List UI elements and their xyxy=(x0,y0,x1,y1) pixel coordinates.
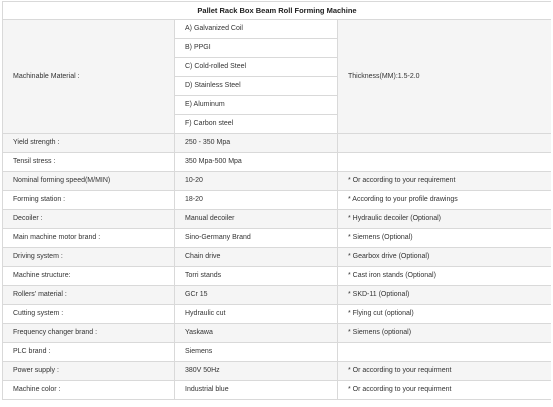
spec-label: Forming station : xyxy=(3,191,175,210)
spec-label: Machine color : xyxy=(3,381,175,400)
spec-label: Cutting system : xyxy=(3,305,175,324)
spec-value: Manual decoiler xyxy=(175,210,338,229)
spec-note: * Cast iron stands (Optional) xyxy=(338,267,552,286)
spec-row xyxy=(3,286,552,305)
spec-row xyxy=(3,248,552,267)
spec-note: * Hydraulic decoiler (Optional) xyxy=(338,210,552,229)
spec-row xyxy=(3,362,552,381)
spec-table xyxy=(2,1,551,400)
spec-note: * Siemens (optional) xyxy=(338,324,552,343)
spec-label: Decoiler : xyxy=(3,210,175,229)
spec-value: 380V 50Hz xyxy=(175,362,338,381)
spec-row xyxy=(3,343,552,362)
material-row xyxy=(3,20,552,39)
spec-value: Torri stands xyxy=(175,267,338,286)
spec-note: * According to your profile drawings xyxy=(338,191,552,210)
spec-note: * Or according to your requirement xyxy=(338,172,552,191)
spec-label: Nominal forming speed(M/MIN) xyxy=(3,172,175,191)
spec-note: * Siemens (Optional) xyxy=(338,229,552,248)
spec-row xyxy=(3,267,552,286)
spec-row xyxy=(3,305,552,324)
spec-row xyxy=(3,229,552,248)
spec-value: Siemens xyxy=(175,343,338,362)
spec-value: Industrial blue xyxy=(175,381,338,400)
spec-label: Tensil stress : xyxy=(3,153,175,172)
spec-label: Main machine motor brand : xyxy=(3,229,175,248)
spec-note xyxy=(338,343,552,362)
spec-row xyxy=(3,134,552,153)
spec-row xyxy=(3,210,552,229)
material-option: F) Carbon steel xyxy=(175,115,338,134)
spec-value: Hydraulic cut xyxy=(175,305,338,324)
thickness-value: Thickness(MM):1.5-2.0 xyxy=(338,20,552,134)
spec-note: * SKD-11 (Optional) xyxy=(338,286,552,305)
spec-value: 350 Mpa-500 Mpa xyxy=(175,153,338,172)
material-option: E) Aluminum xyxy=(175,96,338,115)
spec-label: PLC brand : xyxy=(3,343,175,362)
spec-label: Rollers' material : xyxy=(3,286,175,305)
spec-row xyxy=(3,153,552,172)
spec-row xyxy=(3,324,552,343)
spec-value: 250 - 350 Mpa xyxy=(175,134,338,153)
spec-label: Driving system : xyxy=(3,248,175,267)
spec-value: GCr 15 xyxy=(175,286,338,305)
table-title: Pallet Rack Box Beam Roll Forming Machine xyxy=(3,2,552,20)
spec-label: Yield strength : xyxy=(3,134,175,153)
spec-value: Sino-Germany Brand xyxy=(175,229,338,248)
material-option: B) PPGI xyxy=(175,39,338,58)
spec-note: * Gearbox drive (Optional) xyxy=(338,248,552,267)
spec-row xyxy=(3,191,552,210)
spec-row xyxy=(3,172,552,191)
spec-table-container xyxy=(2,1,551,406)
spec-note: * Flying cut (optional) xyxy=(338,305,552,324)
spec-label: Machine structure: xyxy=(3,267,175,286)
material-option: C) Cold-rolled Steel xyxy=(175,58,338,77)
spec-label: Frequency changer brand : xyxy=(3,324,175,343)
spec-value: 18-20 xyxy=(175,191,338,210)
spec-value: Chain drive xyxy=(175,248,338,267)
spec-row xyxy=(3,381,552,400)
spec-label: Power supply : xyxy=(3,362,175,381)
spec-note xyxy=(338,134,552,153)
spec-note: * Or according to your requirment xyxy=(338,362,552,381)
spec-note xyxy=(338,153,552,172)
material-option: A) Galvanized Coil xyxy=(175,20,338,39)
material-option: D) Stainless Steel xyxy=(175,77,338,96)
spec-note: * Or according to your requirment xyxy=(338,381,552,400)
spec-value: Yaskawa xyxy=(175,324,338,343)
material-label: Machinable Material : xyxy=(3,20,175,134)
title-row xyxy=(3,2,552,20)
spec-value: 10-20 xyxy=(175,172,338,191)
